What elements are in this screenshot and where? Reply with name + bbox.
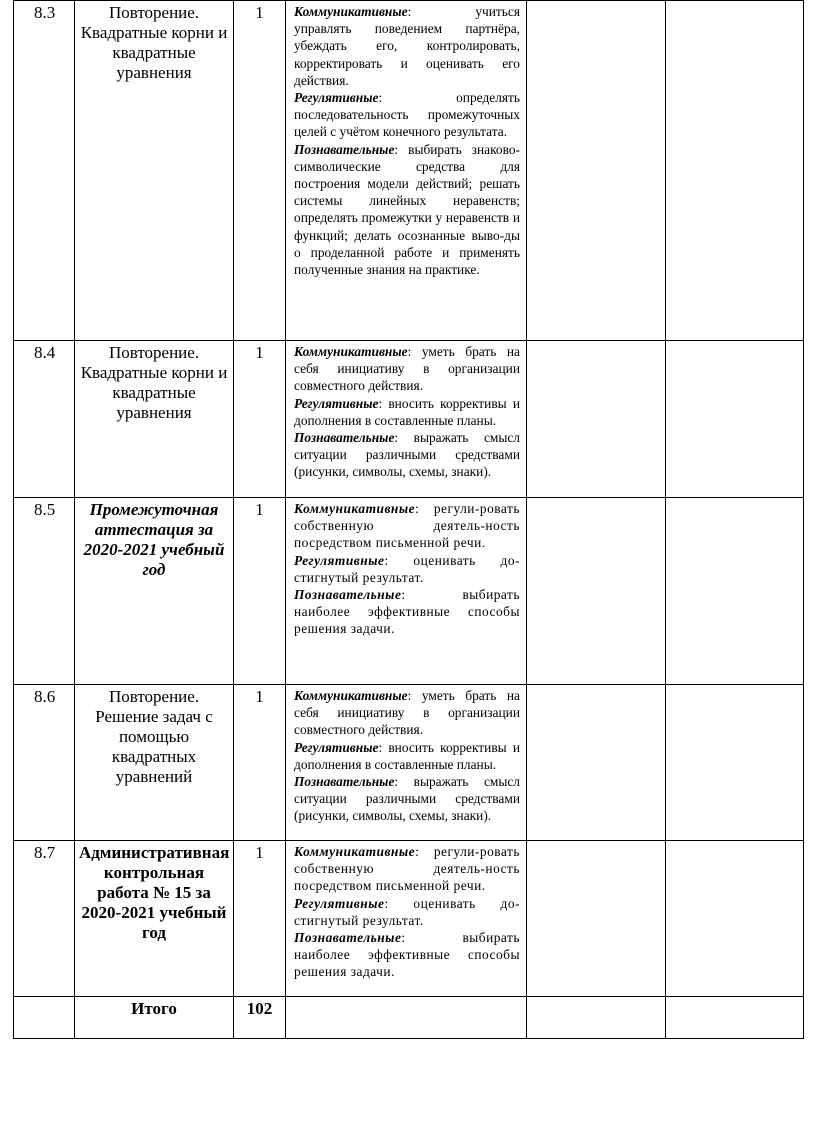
uud-text: : регули-ровать собственную деятель-ность посредством письменной речи. xyxy=(294,844,520,894)
uud-cognitive xyxy=(294,141,520,279)
empty-cell xyxy=(666,498,804,685)
lesson-hours: 1 xyxy=(234,498,286,685)
uud-text: : регули-ровать собственную деятель-ность посредством письменной речи. xyxy=(294,501,520,551)
lesson-topic: Промежуточная аттестация за 2020-2021 учебный год xyxy=(75,498,234,685)
uud-label: Коммуникативные xyxy=(294,501,416,516)
table-row xyxy=(14,1,804,341)
total-label: Итого xyxy=(75,997,234,1039)
learning-outcomes xyxy=(286,841,527,997)
empty-cell xyxy=(14,997,75,1039)
uud-text: : оценивать до-стигнутый результат. xyxy=(294,895,520,928)
lesson-plan-table xyxy=(13,0,804,1039)
empty-cell xyxy=(666,997,804,1039)
uud-text: : уметь брать на себя инициативу в организации совместного действия. xyxy=(294,688,520,738)
total-hours: 102 xyxy=(234,997,286,1039)
learning-outcomes xyxy=(286,341,527,498)
lesson-number: 8.7 xyxy=(14,841,75,997)
uud-label: Познавательные xyxy=(294,141,395,157)
uud-cognitive xyxy=(294,773,520,825)
lesson-hours: 1 xyxy=(234,841,286,997)
empty-cell xyxy=(666,1,804,341)
uud-label: Познавательные xyxy=(294,774,395,790)
uud-label: Регулятивные xyxy=(294,895,385,911)
uud-text: : учиться управлять поведением партнёра, убеждать его, контролировать, корректировать и оценивать его действия. xyxy=(294,4,520,88)
uud-communicative xyxy=(294,3,520,89)
uud-text: : оценивать до-стигнутый результат. xyxy=(294,552,520,585)
uud-communicative xyxy=(294,500,520,552)
lesson-number: 8.5 xyxy=(14,498,75,685)
lesson-number: 8.6 xyxy=(14,685,75,841)
lesson-hours: 1 xyxy=(234,685,286,841)
empty-cell xyxy=(527,841,666,997)
empty-cell xyxy=(286,997,527,1039)
table-row xyxy=(14,685,804,841)
uud-text: : вносить коррективы и дополнения в составленные планы. xyxy=(294,739,520,772)
empty-cell xyxy=(666,841,804,997)
uud-text: : выбирать наиболее эффективные способы решения задачи. xyxy=(294,930,520,980)
lesson-topic: Повторение. Решение задач с помощью квадратных уравнений xyxy=(75,685,234,841)
uud-label: Коммуникативные xyxy=(294,688,408,703)
uud-communicative xyxy=(294,687,520,739)
uud-text: : уметь брать на себя инициативу в организации совместного действия. xyxy=(294,344,520,394)
uud-label: Регулятивные xyxy=(294,395,379,411)
uud-text: : вносить коррективы и дополнения в составленные планы. xyxy=(294,395,520,428)
lesson-number: 8.3 xyxy=(14,1,75,341)
uud-regulatory xyxy=(294,739,520,773)
lesson-hours: 1 xyxy=(234,1,286,341)
empty-cell xyxy=(527,341,666,498)
empty-cell xyxy=(527,685,666,841)
uud-label: Коммуникативные xyxy=(294,844,416,859)
lesson-topic: Повторение. Квадратные корни и квадратные уравнения xyxy=(75,1,234,341)
table-row xyxy=(14,841,804,997)
empty-cell xyxy=(527,498,666,685)
uud-text: : выбирать наиболее эффективные способы решения задачи. xyxy=(294,587,520,637)
uud-regulatory xyxy=(294,395,520,429)
lesson-number: 8.4 xyxy=(14,341,75,498)
uud-text: : выражать смысл ситуации различными средствами (рисунки, символы, схемы, знаки). xyxy=(294,774,520,824)
uud-text: : выбирать знаково-символические средства для построения модели действий; решать системы линейных неравенств; определять промежутки у неравенств и функций; делать осознанные выво-ды о проделанной работе и применять полученные знания на практике. xyxy=(294,141,520,278)
table-row xyxy=(14,498,804,685)
uud-label: Познавательные xyxy=(294,930,402,946)
learning-outcomes xyxy=(286,1,527,341)
uud-communicative xyxy=(294,343,520,395)
uud-regulatory xyxy=(294,552,520,586)
uud-cognitive xyxy=(294,929,520,981)
lesson-topic: Административная контрольная работа № 15 за 2020-2021 учебный год xyxy=(75,841,234,997)
uud-communicative xyxy=(294,843,520,895)
uud-text: : выражать смысл ситуации различными средствами (рисунки, символы, схемы, знаки). xyxy=(294,430,520,480)
table-row xyxy=(14,341,804,498)
empty-cell xyxy=(527,997,666,1039)
learning-outcomes xyxy=(286,685,527,841)
empty-cell xyxy=(666,341,804,498)
lesson-hours: 1 xyxy=(234,341,286,498)
uud-label: Познавательные xyxy=(294,587,402,603)
lesson-topic: Повторение. Квадратные корни и квадратные уравнения xyxy=(75,341,234,498)
uud-text: : определять последовательность промежуточных целей с учётом конечного результата. xyxy=(294,90,520,140)
empty-cell xyxy=(666,685,804,841)
uud-regulatory xyxy=(294,895,520,929)
uud-label: Познавательные xyxy=(294,430,395,446)
learning-outcomes xyxy=(286,498,527,685)
uud-regulatory xyxy=(294,89,520,141)
uud-cognitive xyxy=(294,429,520,481)
uud-label: Регулятивные xyxy=(294,739,379,755)
total-row xyxy=(14,997,804,1039)
uud-cognitive xyxy=(294,586,520,638)
uud-label: Коммуникативные xyxy=(294,4,408,19)
empty-cell xyxy=(527,1,666,341)
uud-label: Регулятивные xyxy=(294,90,379,106)
uud-label: Регулятивные xyxy=(294,552,385,568)
uud-label: Коммуникативные xyxy=(294,344,408,359)
